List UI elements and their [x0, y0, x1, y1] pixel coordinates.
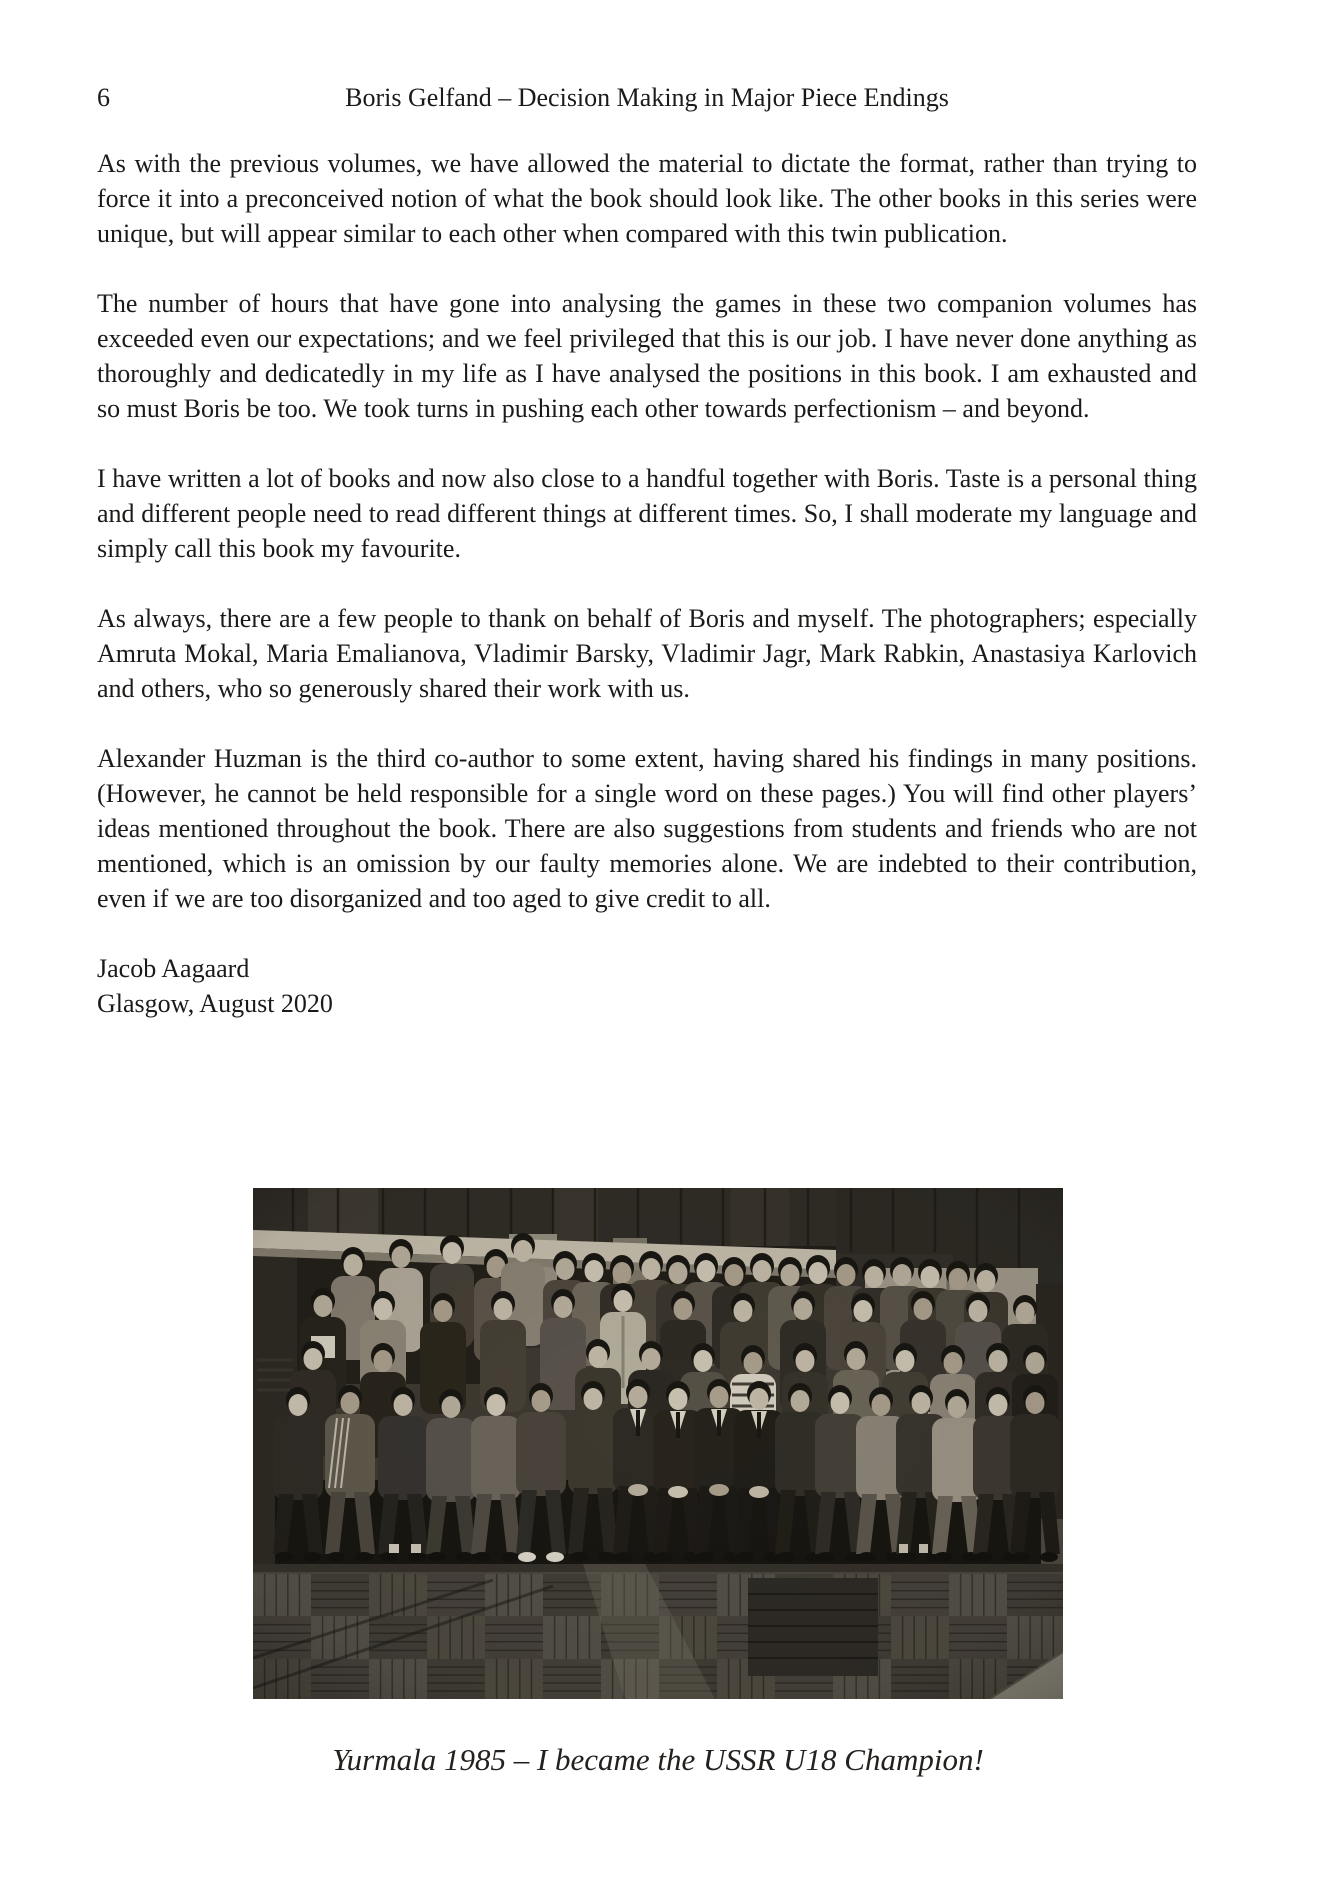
- running-head-title: Boris Gelfand – Decision Making in Major Piece Endings: [345, 83, 949, 112]
- paragraph: Alexander Huzman is the third co-author to some extent, having shared his findings in many positions. (However, he cannot be held responsible for a single word on these pages.) You will find other players’ ideas mentioned throughout the book. There are also suggestions from students and friends who are not mentioned, which is an omission by our faulty memories alone. We are indebted to their contribution, even if we are too disorganized and too aged to give credit to all.: [97, 744, 1197, 913]
- group-photo: [253, 1188, 1063, 1699]
- body-text: [97, 146, 1197, 1021]
- paragraph: I have written a lot of books and now also close to a handful together with Boris. Taste is a personal thing and different people need to read different things at different times. So, I shall moderate my language and simply call this book my favourite.: [97, 464, 1197, 563]
- signature-name: Jacob Aagaard: [97, 954, 250, 983]
- signature-block: [97, 951, 1197, 1021]
- paragraph: As always, there are a few people to thank on behalf of Boris and myself. The photographers; especially Amruta Mokal, Maria Emalianova, Vladimir Barsky, Vladimir Jagr, Mark Rabkin, Anastasiya Karlovich and others, who so generously shared their work with us.: [97, 604, 1197, 703]
- paragraph: As with the previous volumes, we have allowed the material to dictate the format, rather than trying to force it into a preconceived notion of what the book should look like. The other books in this series were unique, but will appear similar to each other when compared with this twin publication.: [97, 149, 1197, 248]
- paragraph: The number of hours that have gone into analysing the games in these two companion volumes has exceeded even our expectations; and we feel privileged that this is our job. I have never done anything as thoroughly and dedicatedly in my life as I have analysed the positions in this book. I am exhausted and so must Boris be too. We took turns in pushing each other towards perfectionism – and beyond.: [97, 289, 1197, 423]
- group-photo-illustration: [253, 1188, 1063, 1699]
- signature-place-date: Glasgow, August 2020: [97, 989, 333, 1018]
- page-number: 6: [97, 83, 110, 112]
- photo-caption: Yurmala 1985 – I became the USSR U18 Champion!: [332, 1742, 984, 1777]
- running-head: [97, 80, 1197, 116]
